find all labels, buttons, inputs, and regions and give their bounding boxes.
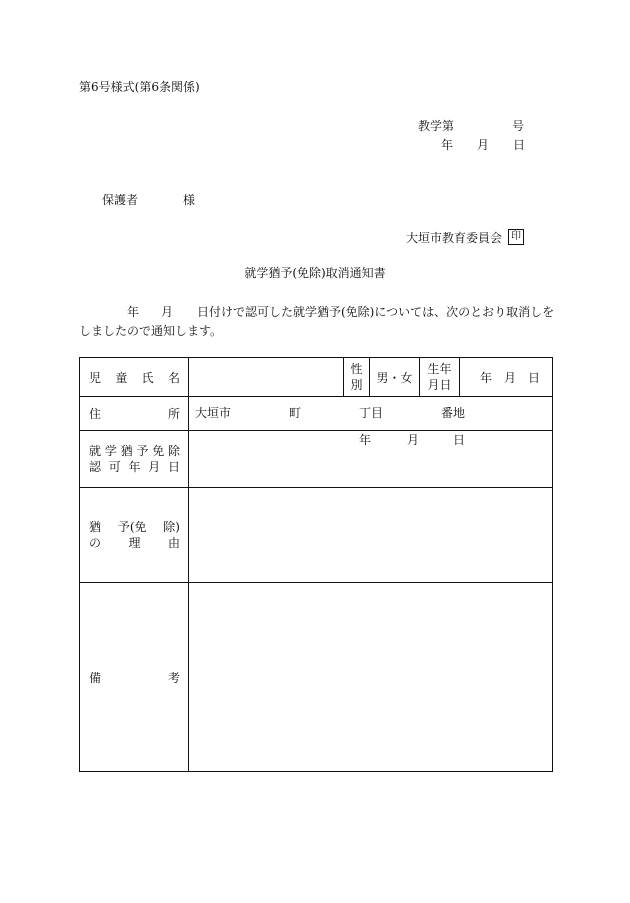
reason-field[interactable]: [189, 488, 553, 583]
address-city: 大垣市: [195, 405, 232, 420]
table-row-remarks: [80, 583, 553, 772]
document-title: 就学猶予(免除)取消通知書: [244, 266, 386, 280]
guardian-label: 保護者: [102, 193, 139, 207]
child-name-label: [80, 358, 189, 397]
issue-date: [441, 139, 525, 151]
body-month: 月: [161, 305, 174, 319]
issuer-name: 大垣市教育委員会: [406, 231, 503, 245]
approval-month: 月: [407, 433, 420, 447]
issue-date-day: 日: [513, 138, 526, 152]
address-label: 住 所: [80, 397, 189, 431]
address-town: 町: [289, 405, 302, 420]
guardian-honorific: 様: [183, 193, 196, 207]
reason-label: 猶 予(免 除) の 理 由: [80, 488, 189, 583]
remarks-field[interactable]: [189, 583, 553, 772]
address-field[interactable]: [189, 397, 553, 431]
birth-month: 月: [503, 370, 516, 385]
document-number-suffix: 号: [512, 119, 525, 133]
remarks-label: 備 考: [80, 583, 189, 772]
birth-year: 年: [479, 370, 492, 385]
application-table: [79, 357, 553, 772]
seal-mark: 印: [508, 229, 524, 245]
table-row-approval-date: [80, 431, 553, 488]
approval-date-label: 就 学 猶 予 免 除 認 可 年 月 日: [80, 431, 189, 488]
address-chome: 丁目: [359, 405, 384, 420]
table-row-address: [80, 397, 553, 431]
body-text-line1: [79, 306, 554, 318]
child-name-field[interactable]: [189, 358, 344, 397]
birthdate-field[interactable]: [460, 358, 553, 397]
approval-day: 日: [453, 433, 466, 447]
birth-day: 日: [527, 370, 540, 385]
issue-date-year: 年: [441, 138, 454, 152]
approval-year: 年: [359, 433, 372, 447]
address-banchi: 番地: [441, 405, 466, 420]
document-number-label: 教学第: [418, 119, 455, 133]
body-text-rest: 日付けで認可した就学猶予(免除)については、次のとおり取消しを: [197, 305, 555, 319]
body-text-line2: しましたので通知します。: [79, 324, 223, 338]
body-year: 年: [127, 305, 140, 319]
form-number: 第6号様式(第6条関係): [79, 80, 200, 94]
issue-date-month: 月: [477, 138, 490, 152]
child-name-label-text: 児 童 氏 名: [89, 370, 180, 385]
table-row-reason: [80, 488, 553, 583]
sex-label: 性 別: [344, 358, 370, 397]
table-row-child-name: [80, 358, 553, 397]
birthdate-label: 生年 月日: [420, 358, 460, 397]
sex-field[interactable]: 男・女: [370, 358, 420, 397]
approval-date-field[interactable]: [189, 431, 553, 488]
